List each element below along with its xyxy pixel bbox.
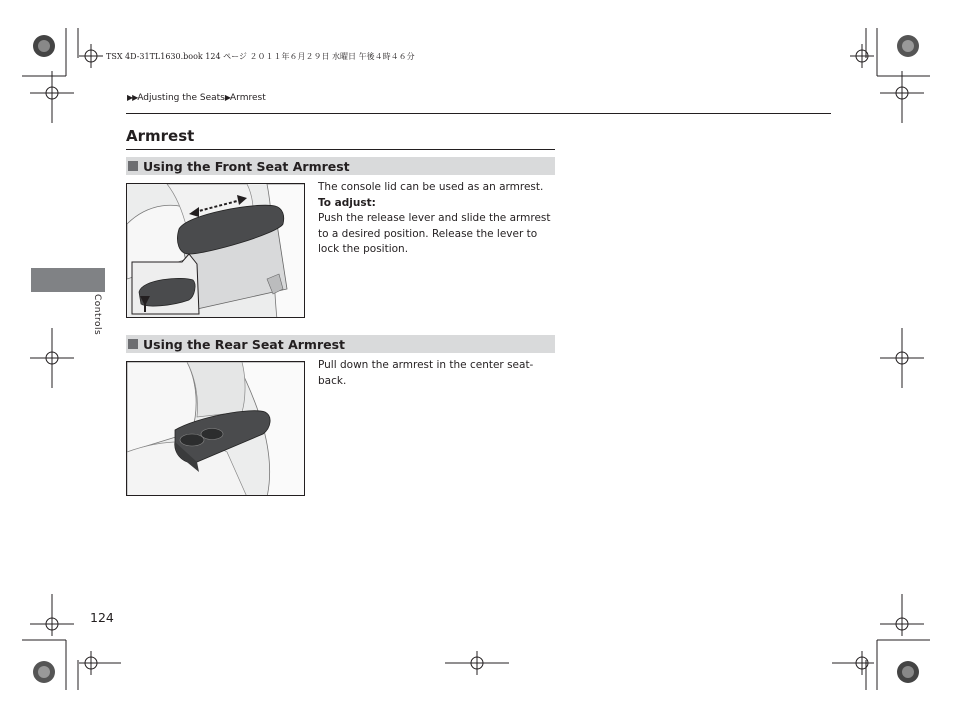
- front-armrest-intro: The console lid can be used as an armrest.: [318, 181, 544, 193]
- section-heading-text: Using the Front Seat Armrest: [143, 158, 350, 174]
- front-armrest-instructions: Push the release lever and slide the armrest to a desired position. Release the lever to lock the position.: [318, 212, 551, 255]
- front-armrest-drawing: [127, 184, 305, 318]
- front-armrest-subheading: To adjust:: [318, 196, 376, 209]
- print-header: TSX 4D-31TL1630.book 124 ページ ２０１１年６月２９日 水曜日 午後４時４６分: [106, 52, 415, 61]
- breadcrumb-section-link[interactable]: Adjusting the Seats: [137, 93, 225, 103]
- chapter-tab[interactable]: [31, 268, 105, 292]
- section-square-icon: [128, 161, 138, 171]
- page-number: 124: [90, 610, 114, 625]
- rear-armrest-drawing: [127, 362, 305, 496]
- chapter-tab-label: Controls: [92, 294, 102, 336]
- page-title: Armrest: [126, 127, 195, 145]
- breadcrumb-separator: ▶: [224, 93, 230, 102]
- rear-armrest-illustration: [126, 361, 305, 496]
- front-armrest-text: [318, 180, 556, 258]
- breadcrumb-marker: ▶▶: [127, 93, 138, 102]
- breadcrumb: [127, 93, 266, 103]
- section-heading-rear-armrest: [126, 335, 555, 353]
- header-rule: [126, 113, 831, 114]
- section-heading-text: Using the Rear Seat Armrest: [143, 336, 345, 352]
- rear-armrest-text: [318, 358, 556, 389]
- title-rule: [126, 149, 555, 150]
- section-square-icon: [128, 339, 138, 349]
- section-heading-front-armrest: [126, 157, 555, 175]
- rear-armrest-intro: Pull down the armrest in the center seat-back.: [318, 359, 534, 387]
- breadcrumb-current-page: Armrest: [230, 93, 266, 103]
- front-armrest-illustration: [126, 183, 305, 318]
